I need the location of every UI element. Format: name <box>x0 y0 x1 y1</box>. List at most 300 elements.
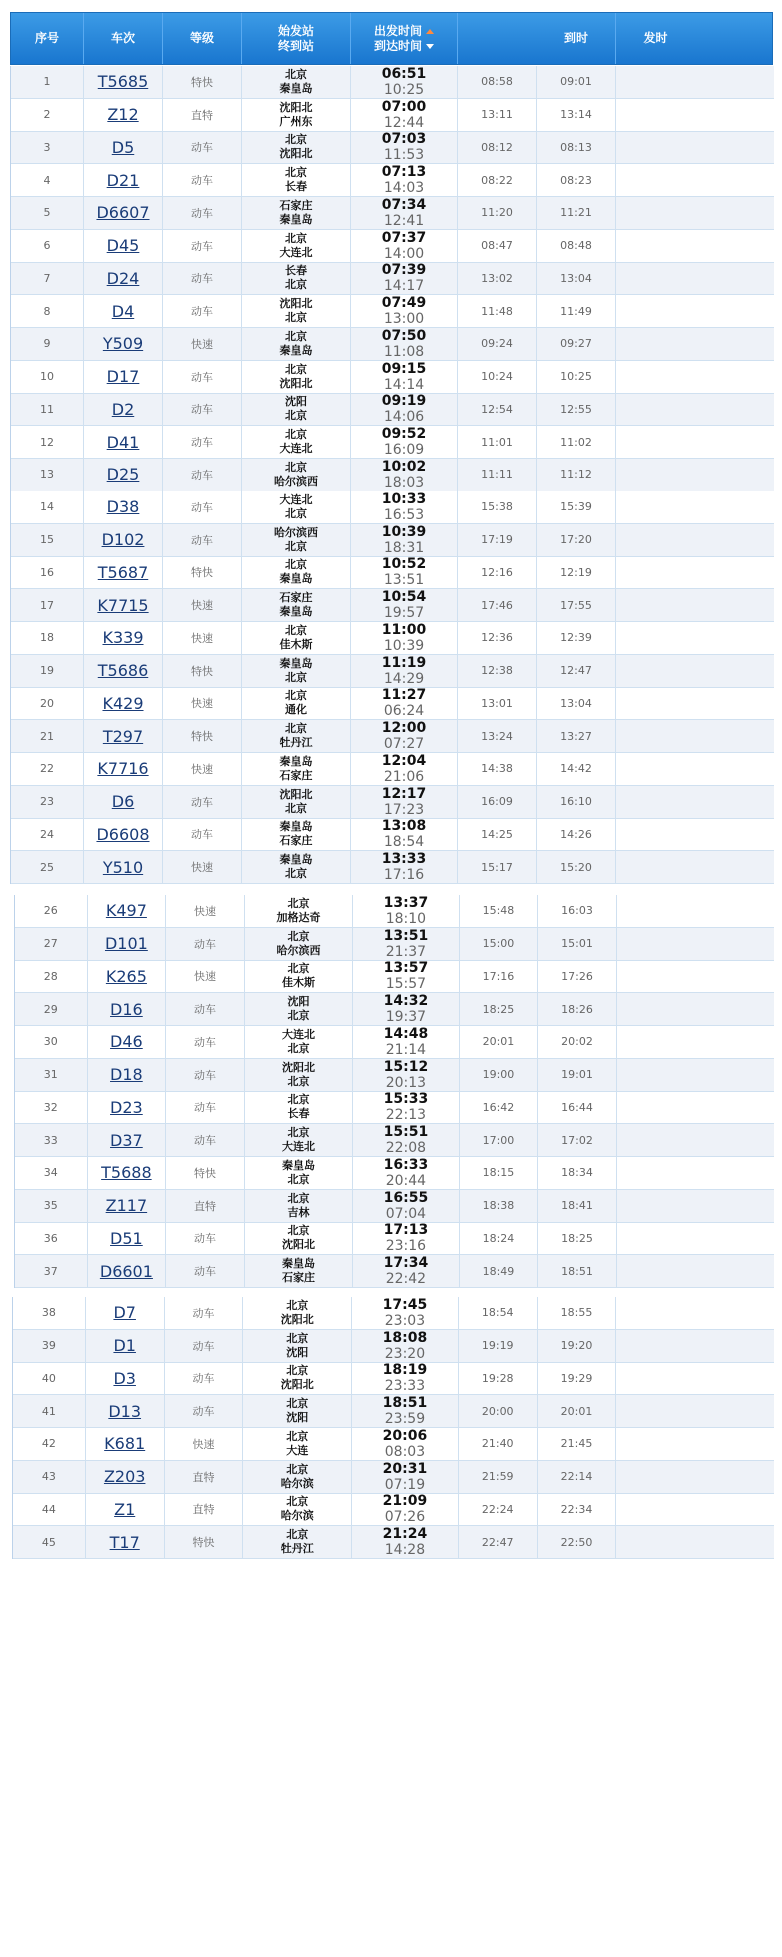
train-level: 动车 <box>166 1092 245 1124</box>
arrival-at-stop: 15:38 <box>458 491 537 523</box>
train-number-link[interactable]: D46 <box>88 1026 167 1058</box>
depart-time: 17:45 <box>382 1296 428 1313</box>
departure-at-stop: 14:42 <box>537 753 616 785</box>
origin-station: 秦皇岛 <box>281 1257 315 1271</box>
arrive-time: 23:20 <box>384 1345 426 1362</box>
departure-at-stop: 20:01 <box>538 1395 617 1427</box>
arrival-at-stop: 12:54 <box>458 394 537 426</box>
stations-cell <box>243 1297 352 1329</box>
row-spacer <box>616 426 774 458</box>
arrive-time: 23:16 <box>385 1238 427 1255</box>
train-number-link[interactable]: D6 <box>84 786 163 818</box>
arrival-at-stop: 08:58 <box>458 66 537 98</box>
terminal-station: 北京 <box>287 1041 310 1055</box>
train-number-link[interactable]: T5688 <box>88 1157 167 1189</box>
terminal-station: 北京 <box>287 1074 310 1088</box>
row-number: 24 <box>11 819 84 851</box>
train-number-link[interactable]: K7715 <box>84 589 163 621</box>
arrive-time: 19:57 <box>383 605 425 622</box>
table-row <box>11 394 774 427</box>
origin-station: 北京 <box>285 231 307 245</box>
depart-time: 15:33 <box>383 1091 429 1108</box>
stations-cell <box>242 589 351 621</box>
times-cell <box>352 1395 459 1427</box>
times-cell <box>353 1157 459 1189</box>
arrive-time: 14:06 <box>383 409 425 426</box>
depart-time: 20:31 <box>382 1460 428 1477</box>
origin-station: 北京 <box>285 166 307 180</box>
departure-at-stop: 15:39 <box>537 491 616 523</box>
train-number-link[interactable]: D7 <box>86 1297 165 1329</box>
arrival-at-stop: 20:01 <box>460 1026 539 1058</box>
row-spacer <box>617 1092 774 1124</box>
train-number-link[interactable]: T297 <box>84 720 163 752</box>
row-number: 30 <box>15 1026 88 1058</box>
row-spacer <box>616 132 774 164</box>
departure-at-stop: 11:21 <box>537 197 616 229</box>
departure-at-stop: 10:25 <box>537 361 616 393</box>
row-spacer <box>617 895 774 927</box>
train-number-link[interactable]: D25 <box>84 459 163 491</box>
arrive-time: 14:28 <box>384 1542 426 1559</box>
train-number-link[interactable]: K265 <box>88 961 167 993</box>
train-number-link[interactable]: Z12 <box>84 99 163 131</box>
row-spacer <box>616 1461 774 1493</box>
departure-at-stop: 22:50 <box>538 1526 617 1558</box>
table-row <box>11 720 774 753</box>
row-number: 9 <box>11 328 84 360</box>
stations-cell <box>245 1124 353 1156</box>
origin-station: 北京 <box>286 1462 309 1476</box>
origin-station: 秦皇岛 <box>281 1158 315 1172</box>
terminal-station: 北京 <box>285 311 307 325</box>
times-cell <box>351 295 458 327</box>
depart-time: 17:13 <box>383 1222 429 1239</box>
train-level: 动车 <box>163 164 242 196</box>
train-number-link[interactable]: D18 <box>88 1059 167 1091</box>
row-spacer <box>617 1255 774 1287</box>
row-spacer <box>616 753 774 785</box>
arrival-at-stop: 15:17 <box>458 851 537 883</box>
depart-time: 14:32 <box>383 993 429 1010</box>
table-row <box>15 928 774 961</box>
arrive-time: 14:14 <box>383 376 425 393</box>
arrive-time: 07:19 <box>384 1476 426 1493</box>
row-spacer <box>616 197 774 229</box>
train-number-link[interactable]: D24 <box>84 263 163 295</box>
arrive-time: 10:25 <box>383 81 425 98</box>
row-number: 42 <box>13 1428 86 1460</box>
stations-cell <box>242 753 351 785</box>
row-spacer <box>616 720 774 752</box>
table-row <box>11 263 774 296</box>
train-number-link[interactable]: Z117 <box>88 1190 167 1222</box>
train-number-link[interactable]: Z203 <box>86 1461 165 1493</box>
arrival-at-stop: 18:38 <box>460 1190 539 1222</box>
train-number-link[interactable]: D13 <box>86 1395 165 1427</box>
arrival-at-stop: 11:11 <box>458 459 537 491</box>
stations-cell <box>242 851 351 883</box>
table-row <box>11 589 774 622</box>
table-row <box>11 132 774 165</box>
train-number-link[interactable]: D21 <box>84 164 163 196</box>
times-cell <box>351 263 458 295</box>
row-number: 32 <box>15 1092 88 1124</box>
terminal-station: 石家庄 <box>279 768 313 782</box>
terminal-station: 秦皇岛 <box>279 343 313 357</box>
arrival-at-stop: 13:11 <box>458 99 537 131</box>
depart-time: 07:03 <box>381 131 427 148</box>
sort-desc-icon[interactable] <box>426 44 434 49</box>
departure-at-stop: 12:39 <box>537 622 616 654</box>
train-level: 特快 <box>166 1157 245 1189</box>
stations-cell <box>245 1255 353 1287</box>
table-row <box>11 164 774 197</box>
train-number-link[interactable]: D41 <box>84 426 163 458</box>
table-row <box>13 1526 774 1559</box>
row-number: 22 <box>11 753 84 785</box>
departure-at-stop: 08:48 <box>537 230 616 262</box>
train-number-link[interactable]: D4 <box>84 295 163 327</box>
row-spacer <box>617 1059 774 1091</box>
row-spacer <box>616 295 774 327</box>
times-cell <box>351 361 458 393</box>
times-cell <box>351 557 458 589</box>
train-number-link[interactable]: D37 <box>88 1124 167 1156</box>
train-number-link[interactable]: D6608 <box>84 819 163 851</box>
depart-time: 10:39 <box>381 523 427 540</box>
arrive-time: 23:59 <box>384 1411 426 1428</box>
train-level: 快速 <box>166 961 245 993</box>
times-cell <box>351 132 458 164</box>
train-level: 动车 <box>163 819 242 851</box>
train-number-link[interactable]: T5685 <box>84 66 163 98</box>
depart-time: 13:51 <box>383 927 429 944</box>
train-number-link[interactable]: D6607 <box>84 197 163 229</box>
train-number-link[interactable]: D1 <box>86 1330 165 1362</box>
row-spacer <box>617 993 774 1025</box>
table-row <box>11 753 774 786</box>
train-number-link[interactable]: K681 <box>86 1428 165 1460</box>
arrival-at-stop: 14:38 <box>458 753 537 785</box>
row-number: 29 <box>15 993 88 1025</box>
col-header-train <box>84 13 163 64</box>
train-number-link[interactable]: D23 <box>88 1092 167 1124</box>
origin-station: 沈阳北 <box>279 100 313 114</box>
origin-station: 北京 <box>287 1224 310 1238</box>
origin-station: 北京 <box>286 1298 309 1312</box>
depart-time: 10:33 <box>381 490 427 507</box>
train-level: 特快 <box>163 655 242 687</box>
origin-station: 沈阳北 <box>279 297 313 311</box>
train-number-link[interactable]: T5687 <box>84 557 163 589</box>
times-cell <box>351 230 458 262</box>
origin-station: 北京 <box>286 1331 309 1345</box>
departure-at-stop: 17:26 <box>538 961 617 993</box>
row-number: 11 <box>11 394 84 426</box>
train-level: 直特 <box>163 99 242 131</box>
train-number-link[interactable]: D51 <box>88 1223 167 1255</box>
row-spacer <box>617 928 774 960</box>
row-spacer <box>616 1494 774 1526</box>
depart-time: 12:00 <box>381 720 427 737</box>
row-number: 36 <box>15 1223 88 1255</box>
departure-at-stop: 18:55 <box>538 1297 617 1329</box>
origin-station: 大连北 <box>281 1027 315 1041</box>
stations-cell <box>242 361 351 393</box>
arrival-at-stop: 12:38 <box>458 655 537 687</box>
train-level: 动车 <box>163 786 242 818</box>
origin-station: 北京 <box>285 133 307 147</box>
origin-station: 哈尔滨西 <box>274 525 318 539</box>
table-row <box>11 557 774 590</box>
row-number: 6 <box>11 230 84 262</box>
train-level: 动车 <box>166 993 245 1025</box>
train-level: 动车 <box>163 230 242 262</box>
departure-at-stop: 17:02 <box>538 1124 617 1156</box>
arrive-time: 07:04 <box>385 1205 427 1222</box>
arrive-time: 12:44 <box>383 114 425 131</box>
train-level: 快速 <box>163 851 242 883</box>
stations-cell <box>245 1059 353 1091</box>
times-cell <box>352 1494 459 1526</box>
stations-cell <box>242 164 351 196</box>
origin-station: 秦皇岛 <box>279 656 313 670</box>
depart-time: 07:13 <box>381 164 427 181</box>
departure-at-stop: 17:20 <box>537 524 616 556</box>
departure-at-stop: 21:45 <box>538 1428 617 1460</box>
departure-at-stop: 11:12 <box>537 459 616 491</box>
stations-cell <box>243 1494 352 1526</box>
depart-time: 14:48 <box>383 1025 429 1042</box>
departure-at-stop: 18:41 <box>538 1190 617 1222</box>
origin-station: 北京 <box>287 962 310 976</box>
terminal-station: 哈尔滨西 <box>276 943 321 957</box>
row-number: 27 <box>15 928 88 960</box>
depart-time: 13:33 <box>381 851 427 868</box>
times-cell <box>351 197 458 229</box>
terminal-station: 石家庄 <box>279 834 313 848</box>
train-number-link[interactable]: D16 <box>88 993 167 1025</box>
row-spacer <box>616 1395 774 1427</box>
row-number: 12 <box>11 426 84 458</box>
origin-station: 北京 <box>287 1093 310 1107</box>
arrive-time: 21:06 <box>383 768 425 785</box>
times-cell <box>351 753 458 785</box>
stations-cell <box>242 394 351 426</box>
depart-time: 09:19 <box>381 393 427 410</box>
table-row <box>13 1428 774 1461</box>
arrive-time: 15:57 <box>385 976 427 993</box>
stations-cell <box>242 720 351 752</box>
terminal-station: 哈尔滨 <box>280 1509 314 1523</box>
row-spacer <box>617 1190 774 1222</box>
train-number-link[interactable]: K7716 <box>84 753 163 785</box>
train-number-link[interactable]: Y509 <box>84 328 163 360</box>
train-level: 动车 <box>163 491 242 523</box>
arrive-time: 06:24 <box>383 703 425 720</box>
train-level: 动车 <box>163 263 242 295</box>
terminal-station: 佳木斯 <box>281 976 315 990</box>
train-number-link[interactable]: D38 <box>84 491 163 523</box>
depart-time: 13:57 <box>383 960 429 977</box>
row-spacer <box>616 655 774 687</box>
train-level: 动车 <box>166 1255 245 1287</box>
table-row <box>11 819 774 852</box>
stations-cell <box>242 99 351 131</box>
times-cell <box>351 819 458 851</box>
arrival-at-stop: 12:36 <box>458 622 537 654</box>
departure-at-stop: 13:04 <box>537 688 616 720</box>
row-number: 31 <box>15 1059 88 1091</box>
times-cell <box>351 786 458 818</box>
train-level: 特快 <box>165 1526 244 1558</box>
row-spacer <box>616 1428 774 1460</box>
row-number: 34 <box>15 1157 88 1189</box>
departure-at-stop: 13:14 <box>537 99 616 131</box>
terminal-station: 秦皇岛 <box>279 572 313 586</box>
table-row <box>11 426 774 459</box>
table-row <box>11 622 774 655</box>
train-number-link[interactable]: D102 <box>84 524 163 556</box>
times-cell <box>353 1223 459 1255</box>
row-number: 10 <box>11 361 84 393</box>
times-cell <box>351 328 458 360</box>
row-number: 5 <box>11 197 84 229</box>
departure-at-stop: 20:02 <box>538 1026 617 1058</box>
train-level: 快速 <box>163 589 242 621</box>
table-row <box>11 459 774 492</box>
arrive-time: 20:13 <box>385 1074 427 1091</box>
arrival-at-stop: 22:24 <box>459 1494 538 1526</box>
arrival-at-stop: 18:24 <box>460 1223 539 1255</box>
arrive-time: 14:17 <box>383 278 425 295</box>
train-level: 动车 <box>163 197 242 229</box>
train-number-link[interactable]: Z1 <box>86 1494 165 1526</box>
departure-at-stop: 16:10 <box>537 786 616 818</box>
col-header-from-label: 始发站 <box>277 23 314 38</box>
departure-at-stop: 22:34 <box>538 1494 617 1526</box>
departure-at-stop: 22:14 <box>538 1461 617 1493</box>
times-cell <box>351 720 458 752</box>
times-cell <box>351 622 458 654</box>
arrival-at-stop: 19:19 <box>459 1330 538 1362</box>
train-number-link[interactable]: T5686 <box>84 655 163 687</box>
depart-time: 11:19 <box>381 654 427 671</box>
train-number-link[interactable]: K339 <box>84 622 163 654</box>
departure-at-stop: 16:44 <box>538 1092 617 1124</box>
row-number: 33 <box>15 1124 88 1156</box>
train-number-link[interactable]: D17 <box>84 361 163 393</box>
row-number: 44 <box>13 1494 86 1526</box>
origin-station: 北京 <box>286 1364 309 1378</box>
stations-cell <box>242 491 351 523</box>
train-number-link[interactable]: D6601 <box>88 1255 167 1287</box>
times-cell <box>352 1526 459 1558</box>
sort-asc-icon[interactable] <box>426 29 434 34</box>
row-spacer <box>617 1026 774 1058</box>
stations-cell <box>242 819 351 851</box>
col-header-time-sort[interactable] <box>351 13 458 64</box>
origin-station: 北京 <box>286 1495 309 1509</box>
table-row <box>15 961 774 994</box>
row-spacer <box>616 1526 774 1558</box>
terminal-station: 牡丹江 <box>280 1542 314 1556</box>
depart-time: 21:24 <box>382 1526 428 1543</box>
depart-time: 21:09 <box>382 1493 428 1510</box>
terminal-station: 北京 <box>285 539 307 553</box>
train-level: 动车 <box>166 1059 245 1091</box>
train-number-link[interactable]: K429 <box>84 688 163 720</box>
stations-cell <box>242 328 351 360</box>
train-level: 动车 <box>166 1124 245 1156</box>
train-number-link[interactable]: D101 <box>88 928 167 960</box>
depart-time: 11:00 <box>381 621 427 638</box>
table-row <box>11 66 774 99</box>
times-cell <box>353 961 459 993</box>
departure-at-stop: 13:04 <box>537 263 616 295</box>
depart-time: 07:00 <box>381 98 427 115</box>
origin-station: 北京 <box>287 1191 310 1205</box>
depart-time: 12:17 <box>381 785 427 802</box>
row-spacer <box>616 164 774 196</box>
stations-cell <box>245 928 353 960</box>
train-number-link[interactable]: D2 <box>84 394 163 426</box>
arrival-at-stop: 13:24 <box>458 720 537 752</box>
col-header-level-label: 等级 <box>189 31 214 45</box>
times-cell <box>352 1297 459 1329</box>
train-number-link[interactable]: D45 <box>84 230 163 262</box>
row-number: 45 <box>13 1526 86 1558</box>
train-number-link[interactable]: T17 <box>86 1526 165 1558</box>
origin-station: 北京 <box>285 67 307 81</box>
arrival-at-stop: 08:47 <box>458 230 537 262</box>
terminal-station: 沈阳北 <box>280 1312 314 1326</box>
table-row <box>15 993 774 1026</box>
terminal-station: 通化 <box>285 703 307 717</box>
arrival-at-stop: 20:00 <box>459 1395 538 1427</box>
departure-at-stop: 09:27 <box>537 328 616 360</box>
train-level: 动车 <box>163 524 242 556</box>
arrive-time: 14:29 <box>383 670 425 687</box>
times-cell <box>351 688 458 720</box>
origin-station: 沈阳 <box>285 395 307 409</box>
row-number: 43 <box>13 1461 86 1493</box>
train-number-link[interactable]: D3 <box>86 1363 165 1395</box>
table-row <box>11 688 774 721</box>
stations-cell <box>243 1526 352 1558</box>
table-block <box>10 66 773 492</box>
train-number-link[interactable]: D5 <box>84 132 163 164</box>
terminal-station: 秦皇岛 <box>279 81 313 95</box>
arrival-at-stop: 13:01 <box>458 688 537 720</box>
terminal-station: 吉林 <box>287 1205 310 1219</box>
row-number: 16 <box>11 557 84 589</box>
train-number-link[interactable]: Y510 <box>84 851 163 883</box>
arrival-at-stop: 11:48 <box>458 295 537 327</box>
departure-at-stop: 08:23 <box>537 164 616 196</box>
arrive-time: 22:13 <box>385 1107 427 1124</box>
row-number: 35 <box>15 1190 88 1222</box>
departure-at-stop: 09:01 <box>537 66 616 98</box>
train-number-link[interactable]: K497 <box>88 895 167 927</box>
times-cell <box>351 589 458 621</box>
col-header-depart-label: 出发时间 <box>373 23 422 38</box>
times-cell <box>351 99 458 131</box>
row-number: 8 <box>11 295 84 327</box>
table-row <box>11 230 774 263</box>
times-cell <box>351 426 458 458</box>
